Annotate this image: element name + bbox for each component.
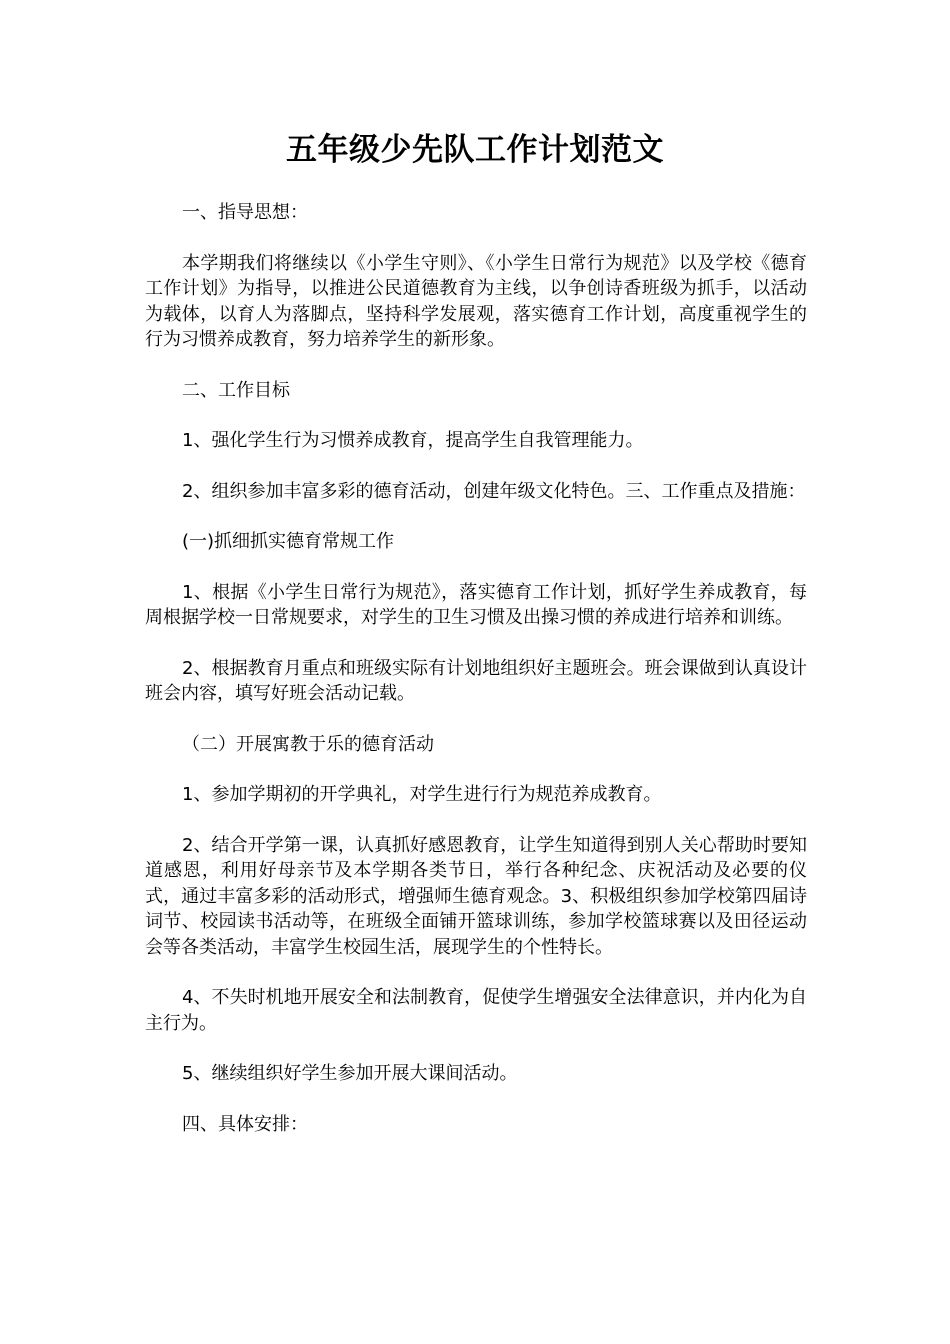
paragraph-routine-1: 1、根据《小学生日常行为规范》，落实德育工作计划，抓好学生养成教育，每周根据学校一日常规要求，对学生的卫生习惯及出操习惯的养成进行培养和训练。	[145, 581, 807, 628]
document-title: 五年级少先队工作计划范文	[286, 132, 664, 168]
section-heading-guiding-thought: 一、指导思想：	[182, 202, 308, 223]
paragraph-activity-1: 1、参加学期初的开学典礼，对学生进行行为规范养成教育。	[182, 784, 662, 805]
subsection-heading-activities: （二）开展寓教于乐的德育活动	[182, 733, 434, 755]
paragraph-activity-2: 2、结合开学第一课，认真抓好感恩教育，让学生知道得到别人关心帮助时要知道感恩，利用好母亲节及本学期各类节日，举行各种纪念、庆祝活动及必要的仪式，通过丰富多彩的活动形式，增强师生德育观念。3、积极组织参加学校第四届诗词节、校园读书活动等，在班级全面铺开篮球训练，参加学校篮球赛以及田径运动会等各类活动，丰富学生校园生活，展现学生的个性特长。	[145, 834, 807, 958]
section-heading-goals: 二、工作目标	[182, 379, 290, 401]
paragraph-guiding-thought: 本学期我们将继续以《小学生守则》、《小学生日常行为规范》以及学校《德育工作计划》为指导，以推进公民道德教育为主线，以争创诗香班级为抓手，以活动为载体，以育人为落脚点，坚持科学发展观，落实德育工作计划，高度重视学生的行为习惯养成教育，努力培养学生的新形象。	[145, 252, 807, 350]
subsection-heading-routine-work: (一)抓细抓实德育常规工作	[182, 531, 395, 552]
paragraph-routine-2: 2、根据教育月重点和班级实际有计划地组织好主题班会。班会课做到认真设计班会内容，填写好班会活动记载。	[145, 657, 807, 704]
paragraph-activity-5: 5、继续组织好学生参加开展大课间活动。	[182, 1063, 518, 1084]
section-heading-schedule: 四、具体安排：	[182, 1113, 308, 1135]
paragraph-goal-2: 2、组织参加丰富多彩的德育活动，创建年级文化特色。三、工作重点及措施：	[182, 480, 806, 502]
document-body	[145, 200, 807, 1162]
paragraph-activity-4: 4、不失时机地开展安全和法制教育，促使学生增强安全法律意识，并内化为自主行为。	[145, 987, 807, 1034]
paragraph-goal-1: 1、强化学生行为习惯养成教育，提高学生自我管理能力。	[182, 430, 644, 451]
